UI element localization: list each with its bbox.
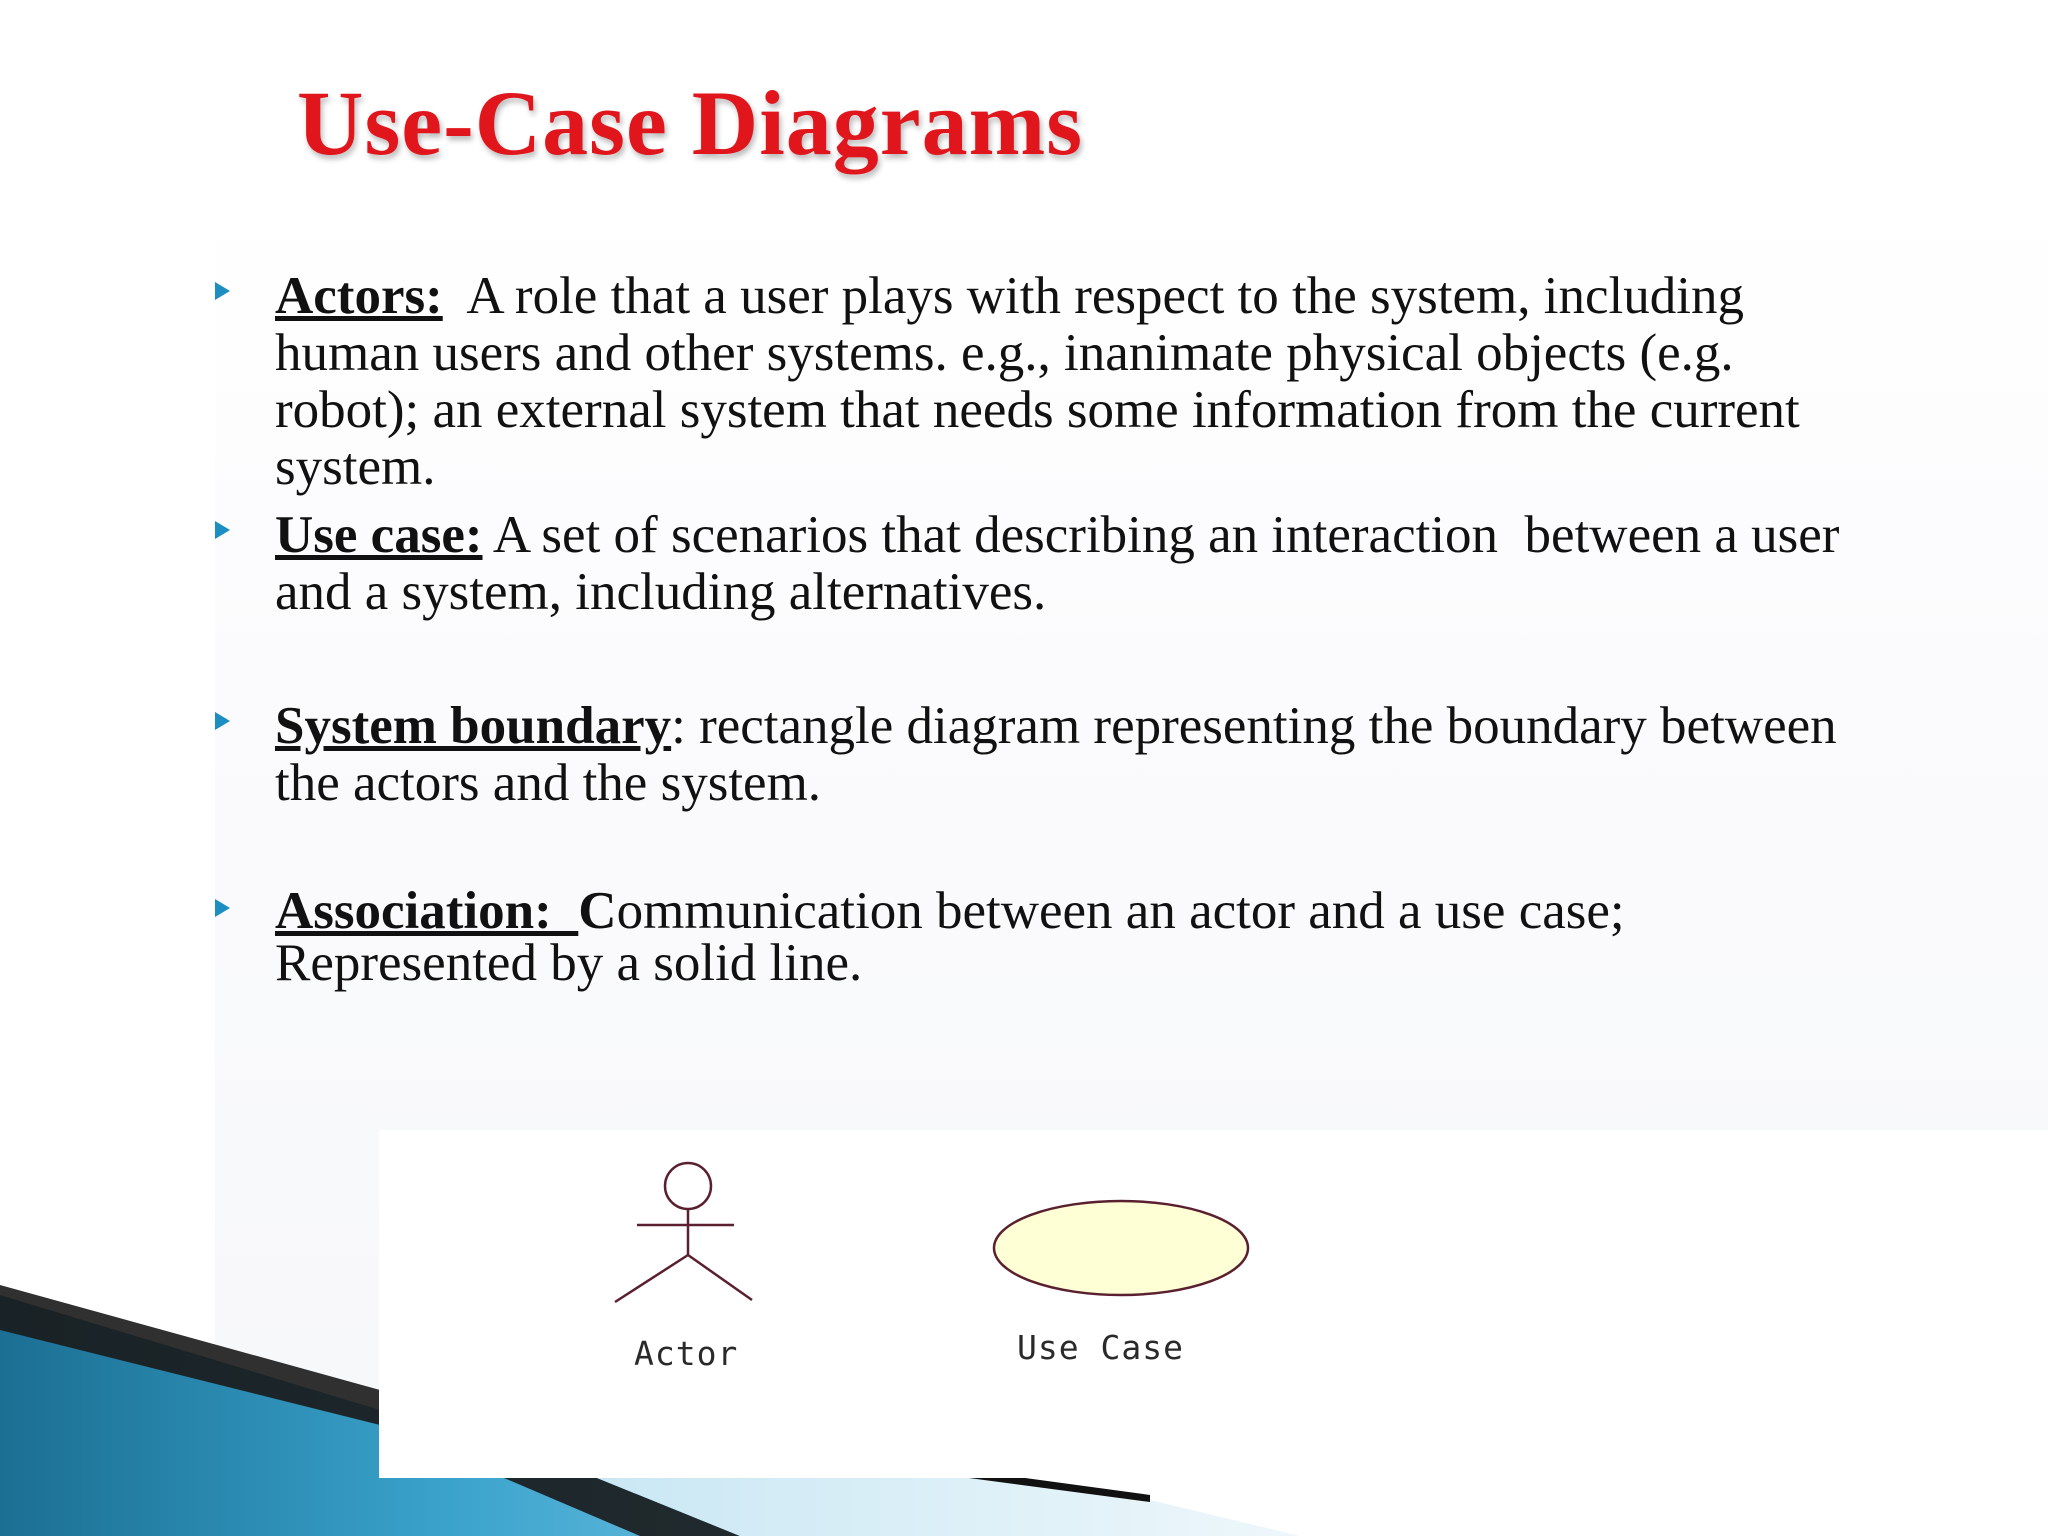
bullet-text: [275, 882, 1865, 992]
bullet-arrow-icon: [215, 899, 230, 917]
bullet-text: [275, 507, 1865, 621]
bullet-system-boundary: [215, 698, 1865, 812]
bullet-arrow-icon: [215, 282, 230, 300]
bullet-strong-letter: C: [578, 882, 617, 940]
bullet-term: System boundary: [275, 697, 672, 755]
bullet-use-case: [215, 507, 1865, 621]
bullet-association: [215, 882, 1865, 992]
bullet-description: A role that a user plays with respect to the system, including human users and other systems. e.g., inanimate physical objects (e.g. robot); an external system that needs some information from the current system.: [275, 267, 1814, 496]
bullet-term: Association:: [275, 882, 579, 940]
bullet-description: ommunication between an actor and a use case; Represented by a solid line.: [275, 882, 1625, 992]
figure-panel: [379, 1130, 2048, 1478]
actor-icon: [615, 1163, 752, 1302]
bullet-actors: [215, 268, 1865, 496]
bullet-arrow-icon: [215, 712, 230, 730]
bullet-term: Use case:: [275, 506, 483, 564]
bullet-text: [275, 268, 1865, 496]
use-case-figure: [379, 1130, 2048, 1478]
bullet-description: A set of scenarios that describing an interaction between a user and a system, including alternatives.: [275, 506, 1853, 621]
bullet-description: : rectangle diagram representing the boundary between the actors and the system.: [275, 697, 1837, 812]
slide-title: Use-Case Diagrams: [297, 72, 1084, 174]
bullet-text: [275, 698, 1865, 812]
actor-label: Actor: [634, 1334, 739, 1373]
bullet-arrow-icon: [215, 521, 230, 539]
use-case-label: Use Case: [1017, 1328, 1184, 1367]
bullet-term: Actors:: [275, 267, 443, 325]
use-case-ellipse: [994, 1201, 1248, 1295]
